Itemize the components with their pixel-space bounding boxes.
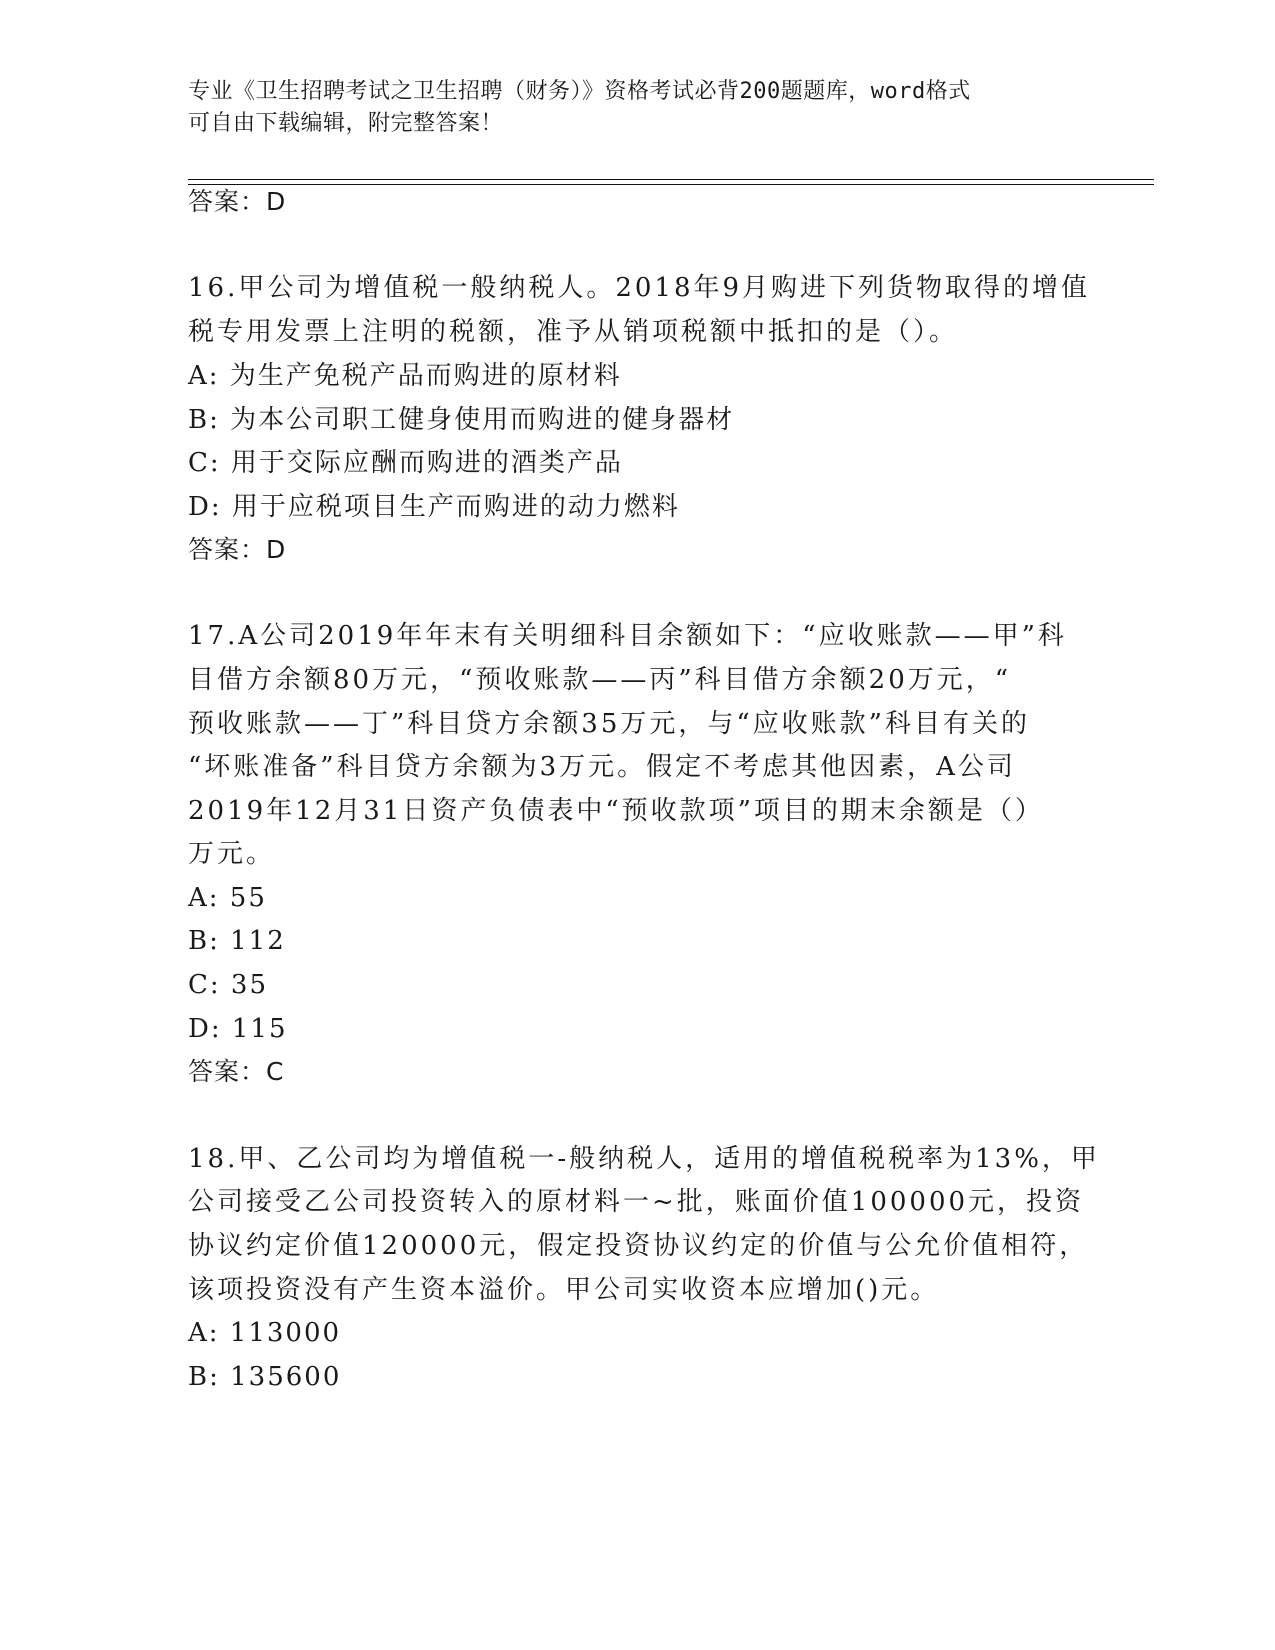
- question-18-line-3: 协议约定价值120000元，假定投资协议约定的价值与公允价值相符，: [188, 1231, 1089, 1261]
- question-18-line-1: 18.甲、乙公司均为增值税一-般纳税人，适用的增值税税率为13%，甲: [188, 1144, 1100, 1174]
- question-18-option-a: A: 113000: [188, 1318, 342, 1348]
- question-18-line-4: 该项投资没有产生资本溢价。甲公司实收资本应增加()元。: [188, 1275, 940, 1305]
- answer-15: 答案：D: [188, 187, 287, 216]
- question-17-option-c: C: 35: [188, 970, 269, 1000]
- question-16-option-a: A: 为生产免税产品而购进的原材料: [188, 361, 622, 391]
- header-line-1: 专业《卫生招聘考试之卫生招聘（财务）》资格考试必背200题题库，word格式: [188, 79, 971, 104]
- answer-16: 答案：D: [188, 535, 287, 564]
- question-16-line-2: 税专用发票上注明的税额，准予从销项税额中抵扣的是（）。: [188, 317, 959, 347]
- question-18-option-b: B: 135600: [188, 1362, 342, 1392]
- question-17-line-4: “坏账准备”科目贷方余额为3万元。假定不考虑其他因素，A公司: [188, 752, 1016, 782]
- question-17-line-2: 目借方余额80万元，“预收账款——丙”科目借方余额20万元，“: [188, 665, 1012, 695]
- question-16-option-b: B: 为本公司职工健身使用而购进的健身器材: [188, 405, 735, 435]
- question-18-line-2: 公司接受乙公司投资转入的原材料一~批，账面价值100000元，投资: [188, 1187, 1085, 1217]
- question-17-line-3: 预收账款——丁”科目贷方余额35万元，与“应收账款”科目有关的: [188, 709, 1030, 739]
- question-17-line-5: 2019年12月31日资产负债表中“预收款项”项目的期末余额是（）: [188, 796, 1044, 826]
- question-16-line-1: 16.甲公司为增值税一般纳税人。2018年9月购进下列货物取得的增值: [188, 273, 1091, 303]
- header-line-2: 可自由下载编辑，附完整答案！: [188, 111, 504, 136]
- question-16-option-c: C: 用于交际应酬而购进的酒类产品: [188, 448, 623, 478]
- header-rule-top: [188, 179, 1154, 180]
- question-17-option-d: D: 115: [188, 1014, 288, 1044]
- question-17-line-1: 17.A公司2019年年末有关明细科目余额如下：“应收账款——甲”科: [188, 621, 1067, 651]
- question-17-option-a: A: 55: [188, 883, 267, 913]
- question-17-option-b: B: 112: [188, 926, 286, 956]
- question-16-option-d: D: 用于应税项目生产而购进的动力燃料: [188, 492, 680, 522]
- answer-17: 答案：C: [188, 1057, 285, 1086]
- header-rule-bottom: [188, 184, 1154, 185]
- document-header: [188, 76, 1088, 140]
- question-17-line-6: 万元。: [188, 839, 276, 869]
